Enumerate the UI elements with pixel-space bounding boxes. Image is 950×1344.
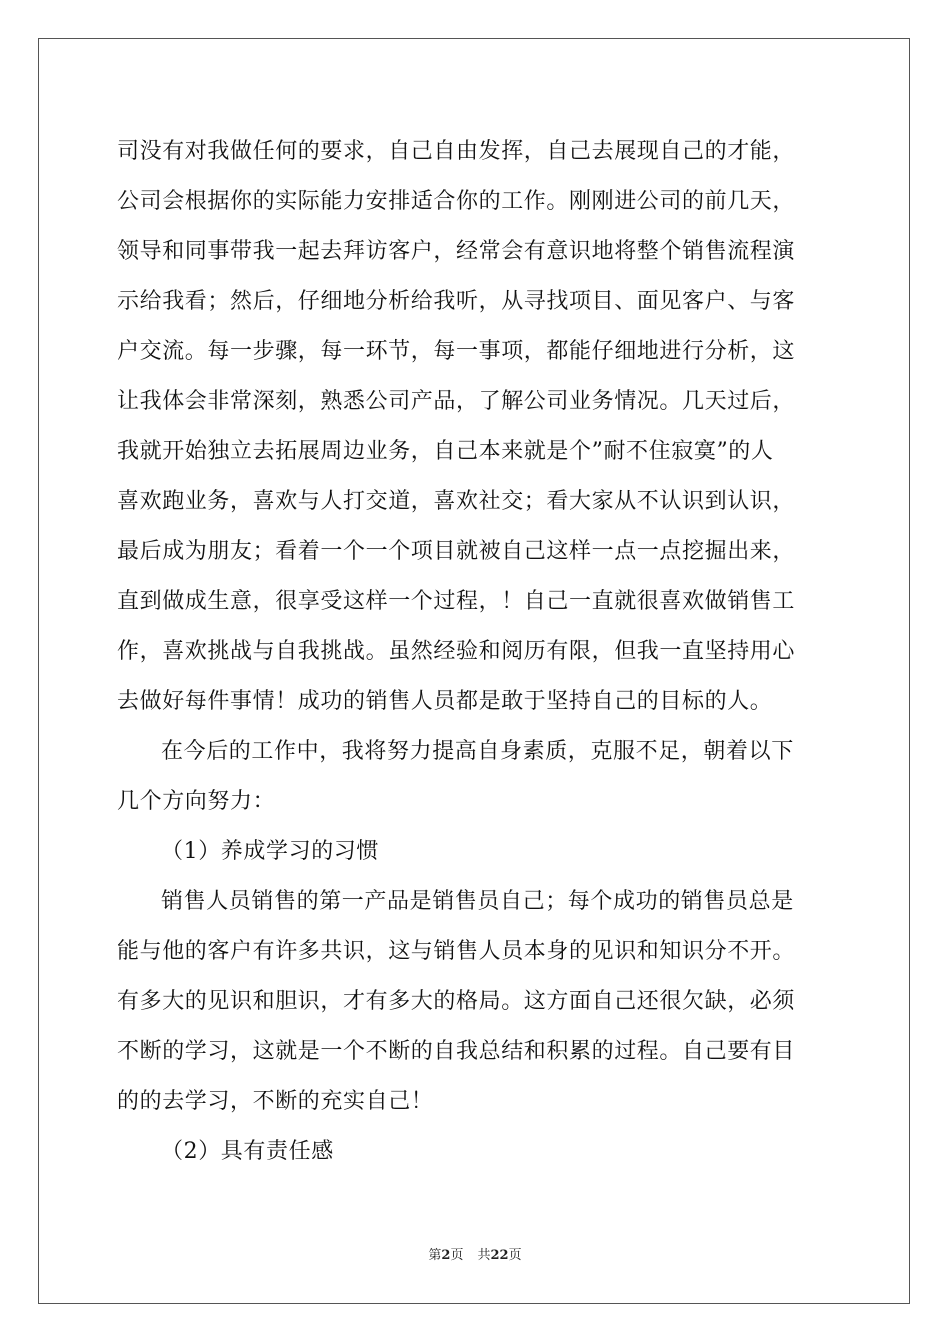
footer-total-suffix: 页 <box>508 1248 522 1263</box>
text-line: 喜欢跑业务，喜欢与人打交道，喜欢社交；看大家从不认识到认识， <box>117 489 796 514</box>
text-line: 有多大的见识和胆识，才有多大的格局。这方面自己还很欠缺，必须 <box>117 989 796 1014</box>
text-line: 的的去学习，不断的充实自己！ <box>117 1089 434 1114</box>
text-line: （1）养成学习的习惯 <box>161 839 379 864</box>
footer-page-number: 2 <box>441 1248 451 1263</box>
footer-total-prefix: 共 <box>477 1248 491 1263</box>
text-line: （2）具有责任感 <box>161 1139 334 1164</box>
text-line: 能与他的客户有许多共识，这与销售人员本身的见识和知识分不开。 <box>117 939 796 964</box>
text-line: 去做好每件事情！成功的销售人员都是敢于坚持自己的目标的人。 <box>117 689 773 714</box>
text-line: 最后成为朋友；看着一个一个项目就被自己这样一点一点挖掘出来， <box>117 539 796 564</box>
text-line: 示给我看；然后，仔细地分析给我听，从寻找项目、面见客户、与客 <box>117 289 796 314</box>
text-line: 领导和同事带我一起去拜访客户，经常会有意识地将整个销售流程演 <box>117 239 796 264</box>
text-line: 我就开始独立去拓展周边业务，自己本来就是个”耐不住寂寞”的人 <box>117 439 774 464</box>
text-line: 让我体会非常深刻，熟悉公司产品，了解公司业务情况。几天过后， <box>117 389 796 414</box>
text-line: 作，喜欢挑战与自我挑战。虽然经验和阅历有限，但我一直坚持用心 <box>117 639 796 664</box>
text-line: 销售人员销售的第一产品是销售员自己；每个成功的销售员总是 <box>161 889 794 914</box>
footer-page-suffix: 页 <box>450 1248 464 1263</box>
footer-total-pages: 22 <box>490 1248 509 1263</box>
text-line: 司没有对我做任何的要求，自己自由发挥，自己去展现自己的才能， <box>117 139 796 164</box>
text-line: 户交流。每一步骤，每一环节，每一事项，都能仔细地进行分析，这 <box>117 339 796 364</box>
text-line: 公司会根据你的实际能力安排适合你的工作。刚刚进公司的前几天， <box>117 189 796 214</box>
text-line: 直到做成生意，很享受这样一个过程，！自己一直就很喜欢做销售工 <box>117 589 796 614</box>
text-line: 不断的学习，这就是一个不断的自我总结和积累的过程。自己要有目 <box>117 1039 796 1064</box>
page-footer <box>0 1244 950 1263</box>
text-line: 几个方向努力： <box>117 789 276 814</box>
text-line: 在今后的工作中，我将努力提高自身素质，克服不足，朝着以下 <box>161 739 794 764</box>
document-body <box>117 127 833 1177</box>
footer-page-prefix: 第 <box>428 1248 442 1263</box>
